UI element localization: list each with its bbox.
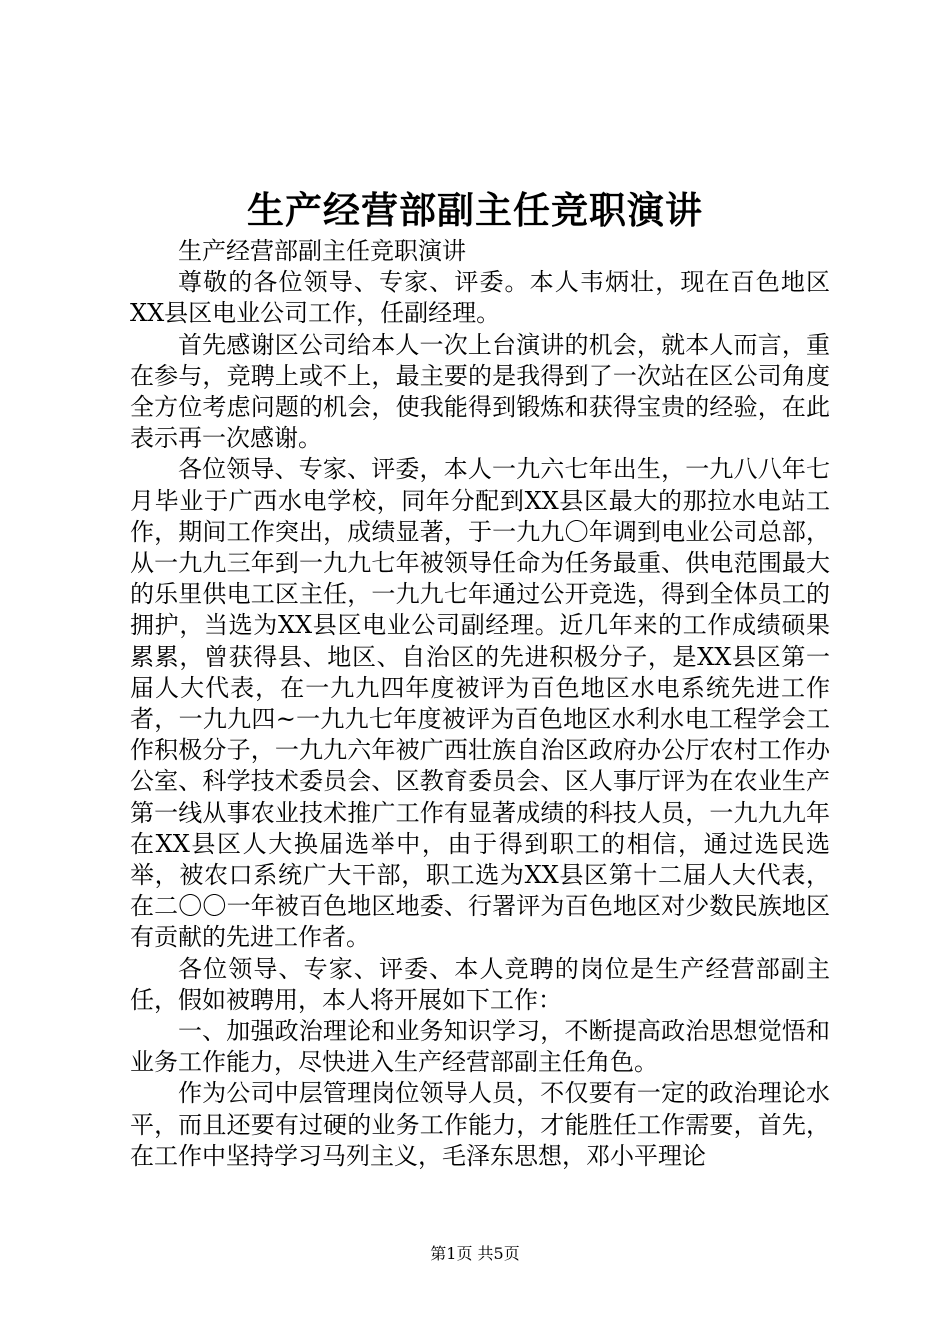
paragraph-greeting: 尊敬的各位领导、专家、评委。本人韦炳壮，现在百色地区XX县区电业公司工作，任副经理。	[130, 268, 830, 328]
page-footer: 第1页 共5页	[430, 1244, 520, 1263]
paragraph-thanks: 首先感谢区公司给本人一次上台演讲的机会，就本人而言，重在参与，竞聘上或不上，最主要的是我得到了一次站在区公司角度全方位考虑问题的机会，使我能得到锻炼和获得宝贵的经验，在此表示再一次感谢。	[130, 330, 830, 453]
paragraph-biography: 各位领导、专家、评委，本人一九六七年出生，一九八八年七月毕业于广西水电学校，同年分配到XX县区最大的那拉水电站工作，期间工作突出，成绩显著，于一九九〇年调到电业公司总部，从一九九三年到一九九七年被领导任命为任务最重、供电范围最大的乐里供电工区主任，一九九七年通过公开竞选，得到全体员工的拥护，当选为XX县区电业公司副经理。近几年来的工作成绩硕果累累，曾获得县、地区、自治区的先进积极分子，是XX县区第一届人大代表，在一九九四年度被评为百色地区水电系统先进工作者，一九九四~一九九七年度被评为百色地区水利水电工程学会工作积极分子，一九九六年被广西壮族自治区政府办公厅农村工作办公室、科学技术委员会、区教育委员会、区人事厅评为在农业生产第一线从事农业技术推广工作有显著成绩的科技人员，一九九九年在XX县区人大换届选举中，由于得到职工的相信，通过选民选举，被农口系统广大干部，职工选为XX县区第十二届人大代表，在二〇〇一年被百色地区地委、行署评为百色地区对少数民族地区有贡献的先进工作者。	[130, 455, 830, 952]
paragraph-position: 各位领导、专家、评委、本人竞聘的岗位是生产经营部副主任，假如被聘用，本人将开展如下工作：	[130, 954, 830, 1014]
document-title: 生产经营部副主任竞职演讲	[247, 188, 703, 232]
paragraph-point-one-detail: 作为公司中层管理岗位领导人员，不仅要有一定的政治理论水平，而且还要有过硬的业务工作能力，才能胜任工作需要，首先，在工作中坚持学习马列主义，毛泽东思想，邓小平理论	[130, 1079, 830, 1170]
paragraph-subtitle: 生产经营部副主任竞职演讲	[178, 237, 466, 265]
document-body	[130, 236, 830, 1172]
paragraph-point-one: 一、加强政治理论和业务知识学习，不断提高政治思想觉悟和业务工作能力，尽快进入生产经营部副主任角色。	[130, 1017, 830, 1077]
